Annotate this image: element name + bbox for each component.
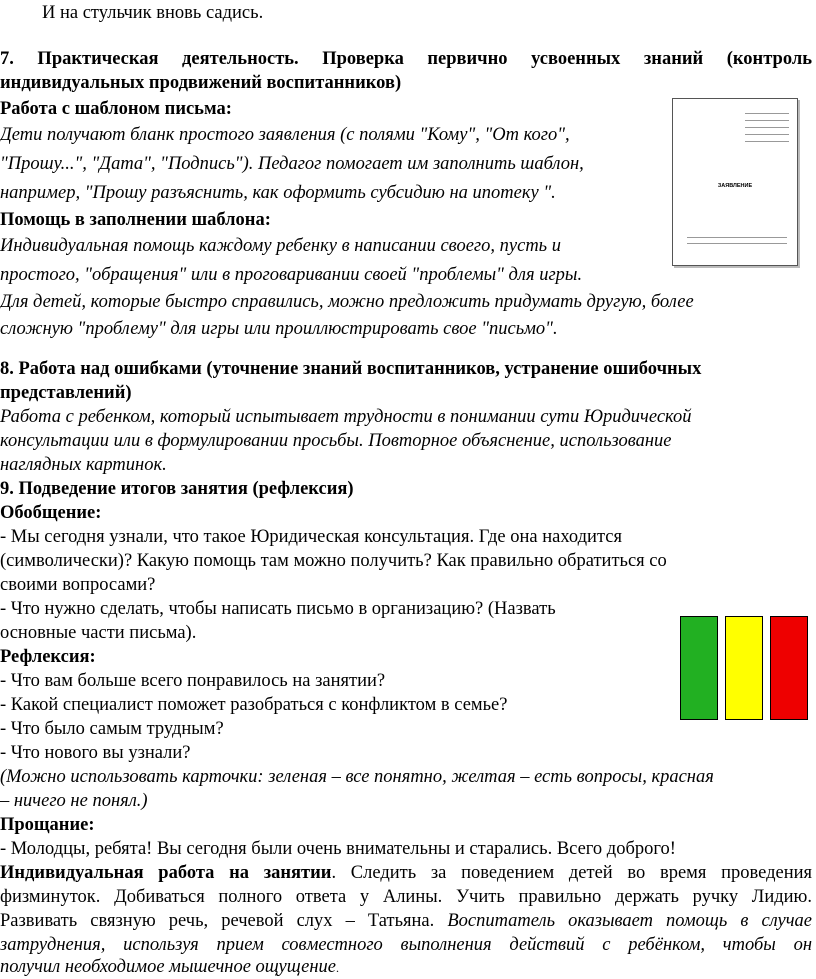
- section-8-heading: 8. Работа над ошибками (уточнение знаний воспитанников, устранение ошибочных: [0, 359, 702, 379]
- section-7-heading: 7. Практическая деятельность. Проверка первично усвоенных знаний (контроль: [0, 49, 812, 69]
- individual-work-line-2: физминуток. Добиваться полного ответа у Алины. Учить правильно держать ручку Лидию.: [0, 887, 812, 907]
- section-7-heading-cont: индивидуальных продвижений воспитанников): [0, 73, 402, 93]
- template-help-heading: Помощь в заполнении шаблона:: [0, 210, 271, 230]
- summary-text-1: - Мы сегодня узнали, что такое Юридическая консультация. Где она находится: [0, 527, 622, 547]
- individual-work-text-3b: Воспитатель оказывает помощь в случае: [447, 911, 812, 931]
- farewell-text: - Молодцы, ребята! Вы сегодня были очень внимательны и старались. Всего доброго!: [0, 839, 676, 859]
- individual-work-text-5: получил необходимое мышечное ощущение: [0, 957, 336, 977]
- individual-work-line-3: [0, 910, 812, 932]
- summary-text-5: основные части письма).: [0, 623, 197, 643]
- fast-children-text-2: сложную "проблему" для игры или проиллюстрировать свое "письмо".: [0, 319, 558, 339]
- individual-work-label: Индивидуальная работа на занятии: [0, 863, 332, 883]
- summary-heading: Обобщение:: [0, 503, 102, 523]
- fast-children-text-1: Для детей, которые быстро справились, можно предложить придумать другую, более: [0, 292, 694, 312]
- yellow-card: [725, 616, 763, 720]
- cards-note-2: – ничего не понял.): [0, 791, 148, 811]
- intro-line: И на стульчик вновь садись.: [42, 3, 264, 23]
- individual-work-line-1: [0, 862, 812, 884]
- green-card: [680, 616, 718, 720]
- form-line: [745, 134, 789, 135]
- form-title: ЗАЯВЛЕНИЕ: [717, 183, 753, 189]
- form-line: [687, 237, 787, 238]
- farewell-heading: Прощание:: [0, 815, 95, 835]
- individual-work-text-1: . Следить за поведением детей во время проведения: [331, 863, 813, 883]
- section-8-heading-cont: представлений): [0, 383, 132, 403]
- individual-work-text-3a: Развивать связную речь, речевой слух – Татьяна.: [0, 911, 448, 931]
- reflection-heading: Рефлексия:: [0, 647, 96, 667]
- template-help-text-1: Индивидуальная помощь каждому ребенку в написании своего, пусть и: [0, 236, 561, 256]
- cards-note-1: (Можно использовать карточки: зеленая – все понятно, желтая – есть вопросы, красная: [0, 767, 714, 787]
- summary-text-3: своими вопросами?: [0, 575, 156, 595]
- form-line: [745, 120, 789, 121]
- form-line: [745, 127, 789, 128]
- form-line: [745, 113, 789, 114]
- summary-text-4: - Что нужно сделать, чтобы написать письмо в организацию? (Назвать: [0, 599, 556, 619]
- template-work-text-1: Дети получают бланк простого заявления (с полями "Кому", "От кого",: [0, 125, 570, 145]
- form-line: [745, 141, 789, 142]
- summary-text-2: (символически)? Какую помощь там можно получить? Как правильно обратиться со: [0, 551, 667, 571]
- red-card: [770, 616, 808, 720]
- individual-work-line-4: затруднения, используя прием совместного выполнения действий с ребёнком, чтобы он: [0, 935, 812, 955]
- reflection-question-4: - Что нового вы узнали?: [0, 743, 191, 763]
- application-form-image: [672, 98, 798, 266]
- reflection-question-3: - Что было самым трудным?: [0, 719, 224, 739]
- section-9-heading: 9. Подведение итогов занятия (рефлексия): [0, 479, 354, 499]
- section-8-text-3: наглядных картинок.: [0, 455, 167, 475]
- section-8-text-1: Работа с ребенком, который испытывает трудности в понимании сути Юридической: [0, 407, 692, 427]
- section-8-text-2: консультации или в формулировании просьбы. Повторное объяснение, использование: [0, 431, 672, 451]
- form-line: [687, 243, 787, 244]
- reflection-question-2: - Какой специалист поможет разобраться с конфликтом в семье?: [0, 695, 508, 715]
- template-work-text-2: "Прошу...", "Дата", "Подпись"). Педагог помогает им заполнить шаблон,: [0, 154, 584, 174]
- reflection-question-1: - Что вам больше всего понравилось на занятии?: [0, 671, 386, 691]
- template-help-text-2: простого, "обращения" или в проговаривании своей "проблемы" для игры.: [0, 265, 583, 285]
- template-work-text-3: например, "Прошу разъяснить, как оформить субсидию на ипотеку ".: [0, 183, 556, 203]
- individual-work-end-dot: .: [336, 961, 339, 975]
- template-work-heading: Работа с шаблоном письма:: [0, 99, 232, 119]
- individual-work-line-5: [0, 956, 339, 979]
